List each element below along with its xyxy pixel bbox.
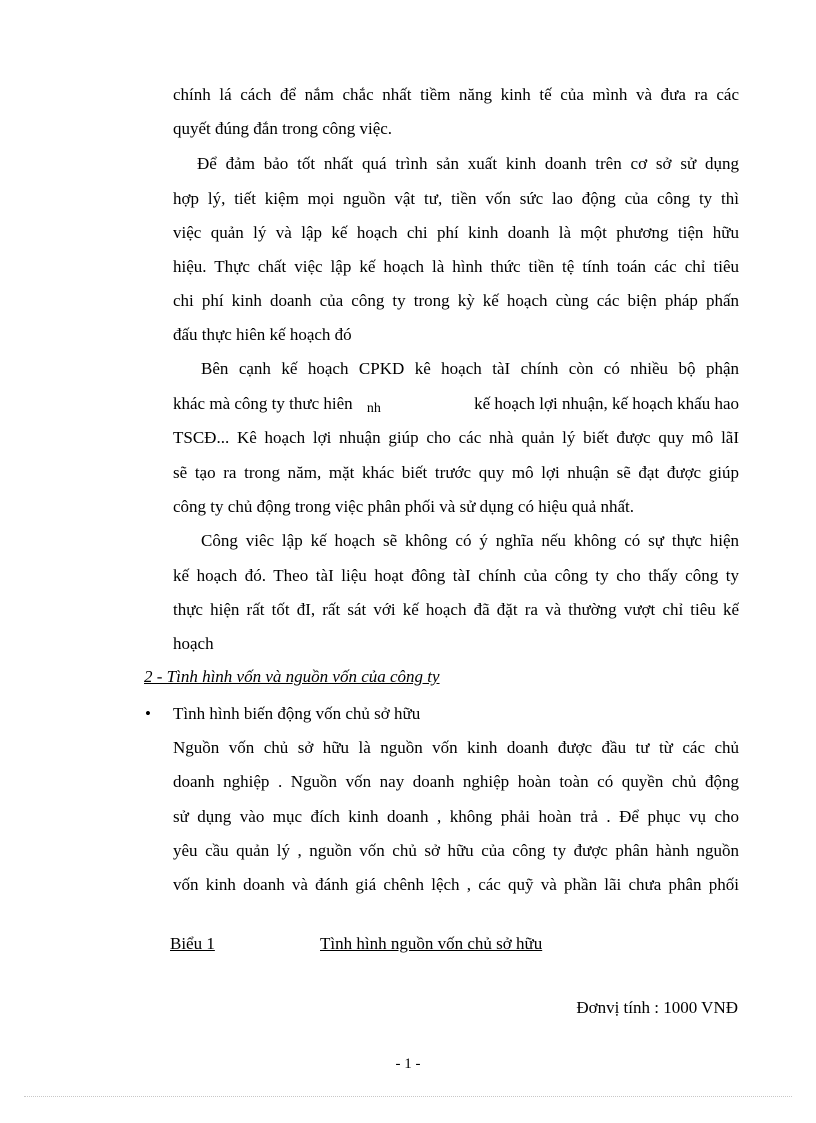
paragraph-line: quyết đúng đắn trong công việc.: [173, 119, 393, 138]
table-title: Tình hình nguồn vốn chủ sở hữu: [320, 934, 543, 953]
paragraph-fragment: kế hoạch lợi nhuận, kế hoạch khấu hao: [474, 394, 739, 413]
paragraph-line: sử dụng vào mục đích kinh doanh , không phải hoàn trả . Để phục vụ cho: [173, 807, 739, 826]
paragraph-line: chính lá cách để nắm chắc nhất tiềm năng kinh tế của mình và đưa ra các: [173, 85, 739, 104]
paragraph-fragment-small: nh: [366, 401, 381, 416]
paragraph-line: sẽ tạo ra trong năm, mặt khác biết trước quy mô lợi nhuận sẽ đạt được giúp: [173, 463, 739, 482]
paragraph-line: hợp lý, tiết kiệm mọi nguồn vật tư, tiền vốn sức lao động của công ty thì: [173, 189, 739, 208]
paragraph-line: vốn kinh doanh và đánh giá chênh lệch , các quỹ và phần lãi chưa phân phối: [173, 875, 739, 894]
section-heading: 2 - Tình hình vốn và nguồn vốn của công ty: [144, 667, 440, 686]
paragraph-line: hiệu. Thực chất việc lập kế hoạch là hình thức tiền tệ tính toán các chỉ tiêu: [173, 257, 739, 276]
paragraph-line: thực hiện rất tốt đI, rất sát với kế hoạch đã đặt ra và thường vượt chỉ tiêu kế: [173, 600, 739, 619]
bullet-title: Tình hình biến động vốn chủ sở hữu: [173, 704, 421, 723]
paragraph-line: hoạch: [173, 634, 214, 653]
paragraph-line: công ty chủ động trong việc phân phối và sử dụng có hiệu quả nhất.: [173, 497, 635, 516]
paragraph-line: Công viêc lập kế hoạch sẽ không có ý nghĩa nếu không có sự thực hiện: [201, 531, 739, 550]
paragraph-line: Nguồn vốn chủ sở hữu là nguồn vốn kinh doanh được đầu tư từ các chủ: [173, 738, 739, 757]
page-bottom-divider: [24, 1096, 792, 1097]
paragraph-fragment: khác mà công ty thưc hiên: [173, 394, 353, 413]
paragraph-line: Bên cạnh kế hoạch CPKD kê hoạch tàI chính còn có nhiều bộ phận: [201, 359, 739, 378]
paragraph-line: yêu cầu quản lý , nguồn vốn chủ sở hữu của công ty được phân hành nguồn: [173, 841, 739, 860]
paragraph-line: đấu thực hiên kế hoạch đó: [173, 325, 352, 344]
bullet-icon: •: [145, 704, 151, 723]
paragraph-line: TSCĐ... Kê hoạch lợi nhuận giúp cho các nhà quản lý biết được quy mô lãI: [173, 428, 739, 447]
paragraph-line: chi phí kinh doanh của công ty trong kỳ kế hoạch cùng các biện pháp phấn: [173, 291, 739, 310]
paragraph-line: doanh nghiệp . Nguồn vốn nay doanh nghiệp hoàn toàn có quyền chủ động: [173, 772, 739, 791]
paragraph-line: Để đảm bảo tốt nhất quá trình sản xuất kinh doanh trên cơ sở sử dụng: [197, 154, 739, 173]
paragraph-line: việc quản lý và lập kế hoạch chi phí kinh doanh là một phương tiện hữu: [173, 223, 739, 242]
paragraph-line-split: [173, 393, 739, 417]
paragraph-line: kế hoạch đó. Theo tàI liệu hoạt đông tàI chính của công ty cho thấy công ty: [173, 566, 739, 585]
unit-note: Đơnvị tính : 1000 VNĐ: [576, 998, 738, 1017]
page-number: - 1 -: [395, 1056, 421, 1072]
table-label: Biểu 1: [170, 934, 215, 953]
